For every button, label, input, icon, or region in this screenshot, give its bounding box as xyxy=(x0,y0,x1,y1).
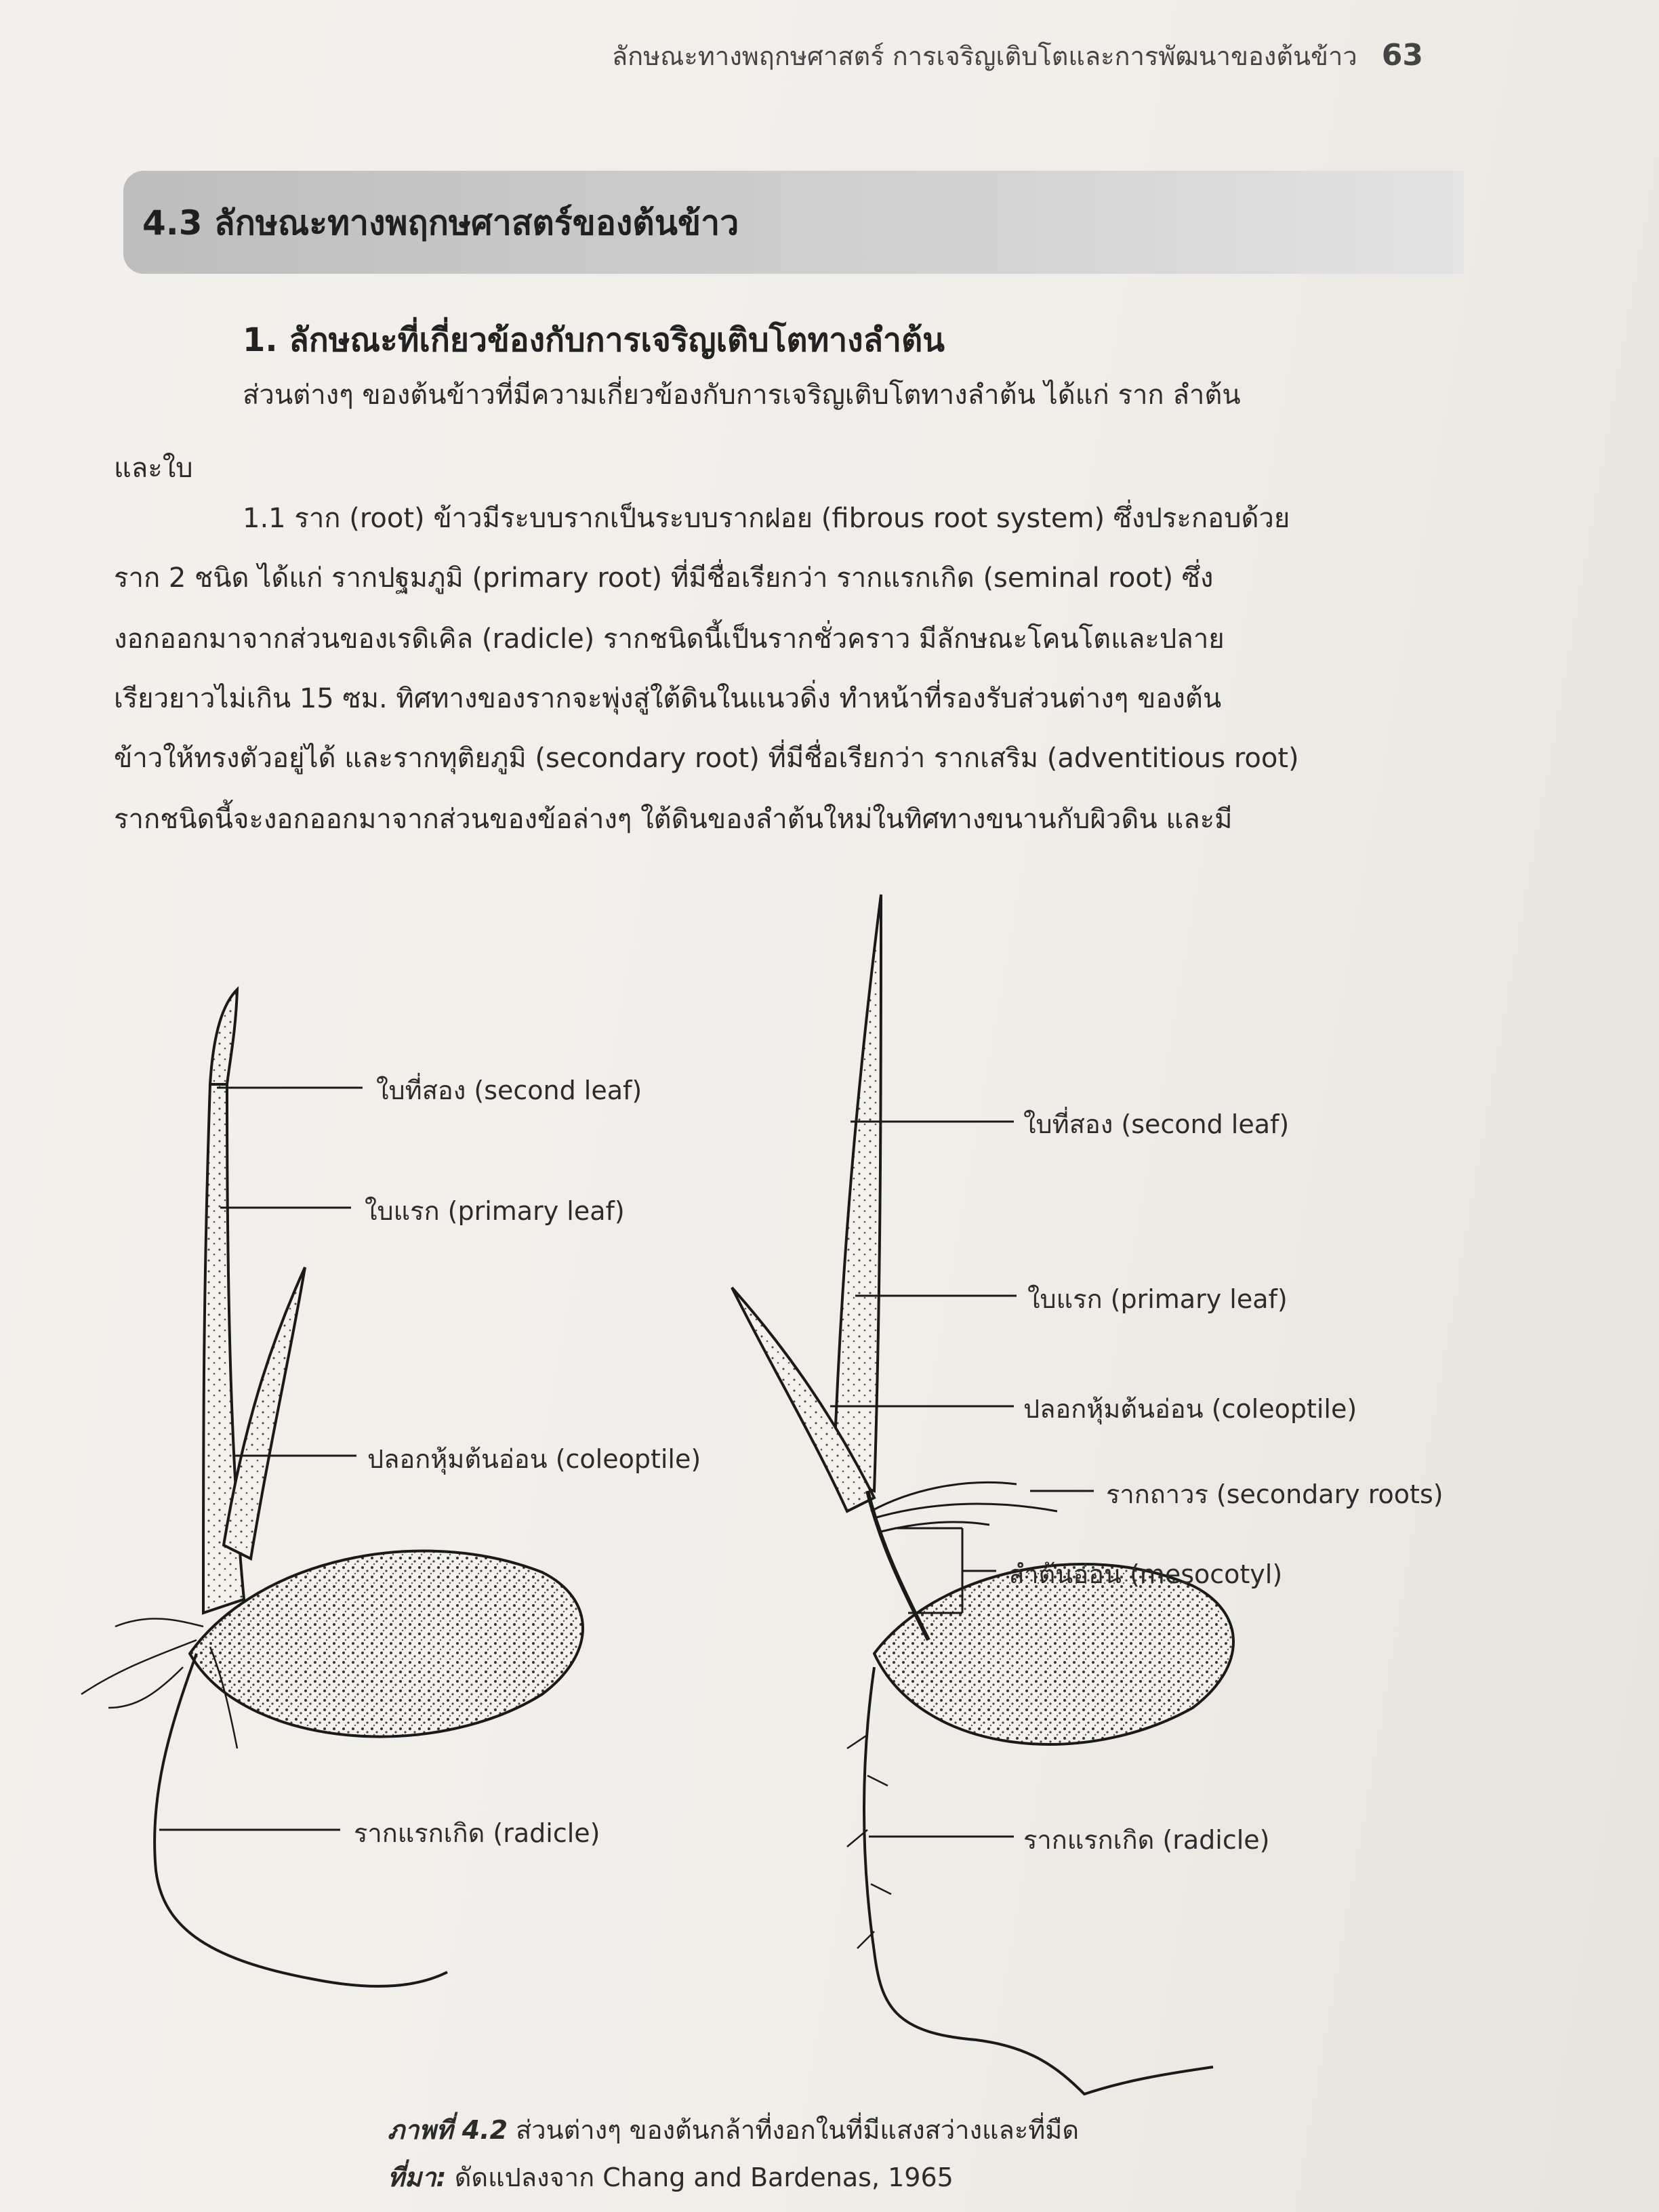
right-label-mesocotyl: ลำต้นอ่อน (mesocotyl) xyxy=(1008,1559,1283,1589)
figure-source-label: ที่มา: xyxy=(388,2163,447,2192)
right-label-primary-leaf: ใบแรก (primary leaf) xyxy=(1027,1284,1288,1314)
left-label-primary-leaf: ใบแรก (primary leaf) xyxy=(365,1196,625,1226)
figure-source xyxy=(388,2156,954,2198)
right-second-leaf xyxy=(834,895,881,1491)
left-label-second-leaf: ใบที่สอง (second leaf) xyxy=(376,1076,642,1105)
right-label-secondary-roots: รากถาวร (secondary roots) xyxy=(1106,1479,1443,1509)
figure-source-text: ดัดแปลงจาก Chang and Bardenas, 1965 xyxy=(446,2163,954,2192)
right-label-second-leaf: ใบที่สอง (second leaf) xyxy=(1023,1109,1290,1139)
figure-caption-label: ภาพที่ 4.2 xyxy=(388,2115,508,2145)
body-line-8: รากชนิดนี้จะงอกออกมาจากส่วนของข้อล่างๆ ใต้ดินของลำต้นใหม่ในทิศทางขนานกับผิวดิน และมี xyxy=(114,804,1233,835)
running-title: ลักษณะทางพฤกษศาสตร์ การเจริญเติบโตและการพัฒนาของต้นข้าว xyxy=(611,41,1357,71)
left-label-radicle: รากแรกเกิด (radicle) xyxy=(354,1818,600,1848)
body-line-2: และใบ xyxy=(114,453,193,484)
body-line-7: ข้าวให้ทรงตัวอยู่ได้ และรากทุติยภูมิ (secondary root) ที่มีชื่อเรียกว่า รากเสริม (adventitious root) xyxy=(114,743,1299,774)
body-line-1: ส่วนต่างๆ ของต้นข้าวที่มีความเกี่ยวข้องกับการเจริญเติบโตทางลำต้น ได้แก่ ราก ลำต้น xyxy=(243,380,1241,411)
left-second-leaf xyxy=(210,989,237,1084)
section-title: 4.3 ลักษณะทางพฤกษศาสตร์ของต้นข้าว xyxy=(142,203,739,243)
figure-caption-text: ส่วนต่างๆ ของต้นกล้าที่งอกในที่มีแสงสว่างและที่มืด xyxy=(508,2115,1080,2145)
body-line-3: 1.1 ราก (root) ข้าวมีระบบรากเป็นระบบรากฝอย (fibrous root system) ซึ่งประกอบด้วย xyxy=(243,503,1290,534)
page-number: 63 xyxy=(1381,38,1423,73)
body-line-6: เรียวยาวไม่เกิน 15 ซม. ทิศทางของรากจะพุ่งสู่ใต้ดินในแนวดิ่ง ทำหน้าที่รองรับส่วนต่างๆ ของต้น xyxy=(114,683,1222,714)
left-grain xyxy=(190,1551,583,1737)
left-primary-leaf xyxy=(224,1267,305,1559)
left-label-coleoptile: ปลอกหุ้มต้นอ่อน (coleoptile) xyxy=(367,1444,701,1474)
figure-caption xyxy=(388,2109,1079,2150)
right-mesocotyl xyxy=(867,1491,928,1640)
body-line-4: ราก 2 ชนิด ได้แก่ รากปฐมภูมิ (primary root) ที่มีชื่อเรียกว่า รากแรกเกิด (seminal root) ซึ่ง xyxy=(114,562,1214,594)
right-label-coleoptile: ปลอกหุ้มต้นอ่อน (coleoptile) xyxy=(1023,1394,1357,1424)
right-label-radicle: รากแรกเกิด (radicle) xyxy=(1023,1825,1270,1855)
subsection-title: 1. ลักษณะที่เกี่ยวข้องกับการเจริญเติบโตทางลำต้น xyxy=(243,321,945,359)
body-line-5: งอกออกมาจากส่วนของเรดิเคิล (radicle) รากชนิดนี้เป็นรากชั่วคราว มีลักษณะโคนโตและปลาย xyxy=(114,623,1225,655)
